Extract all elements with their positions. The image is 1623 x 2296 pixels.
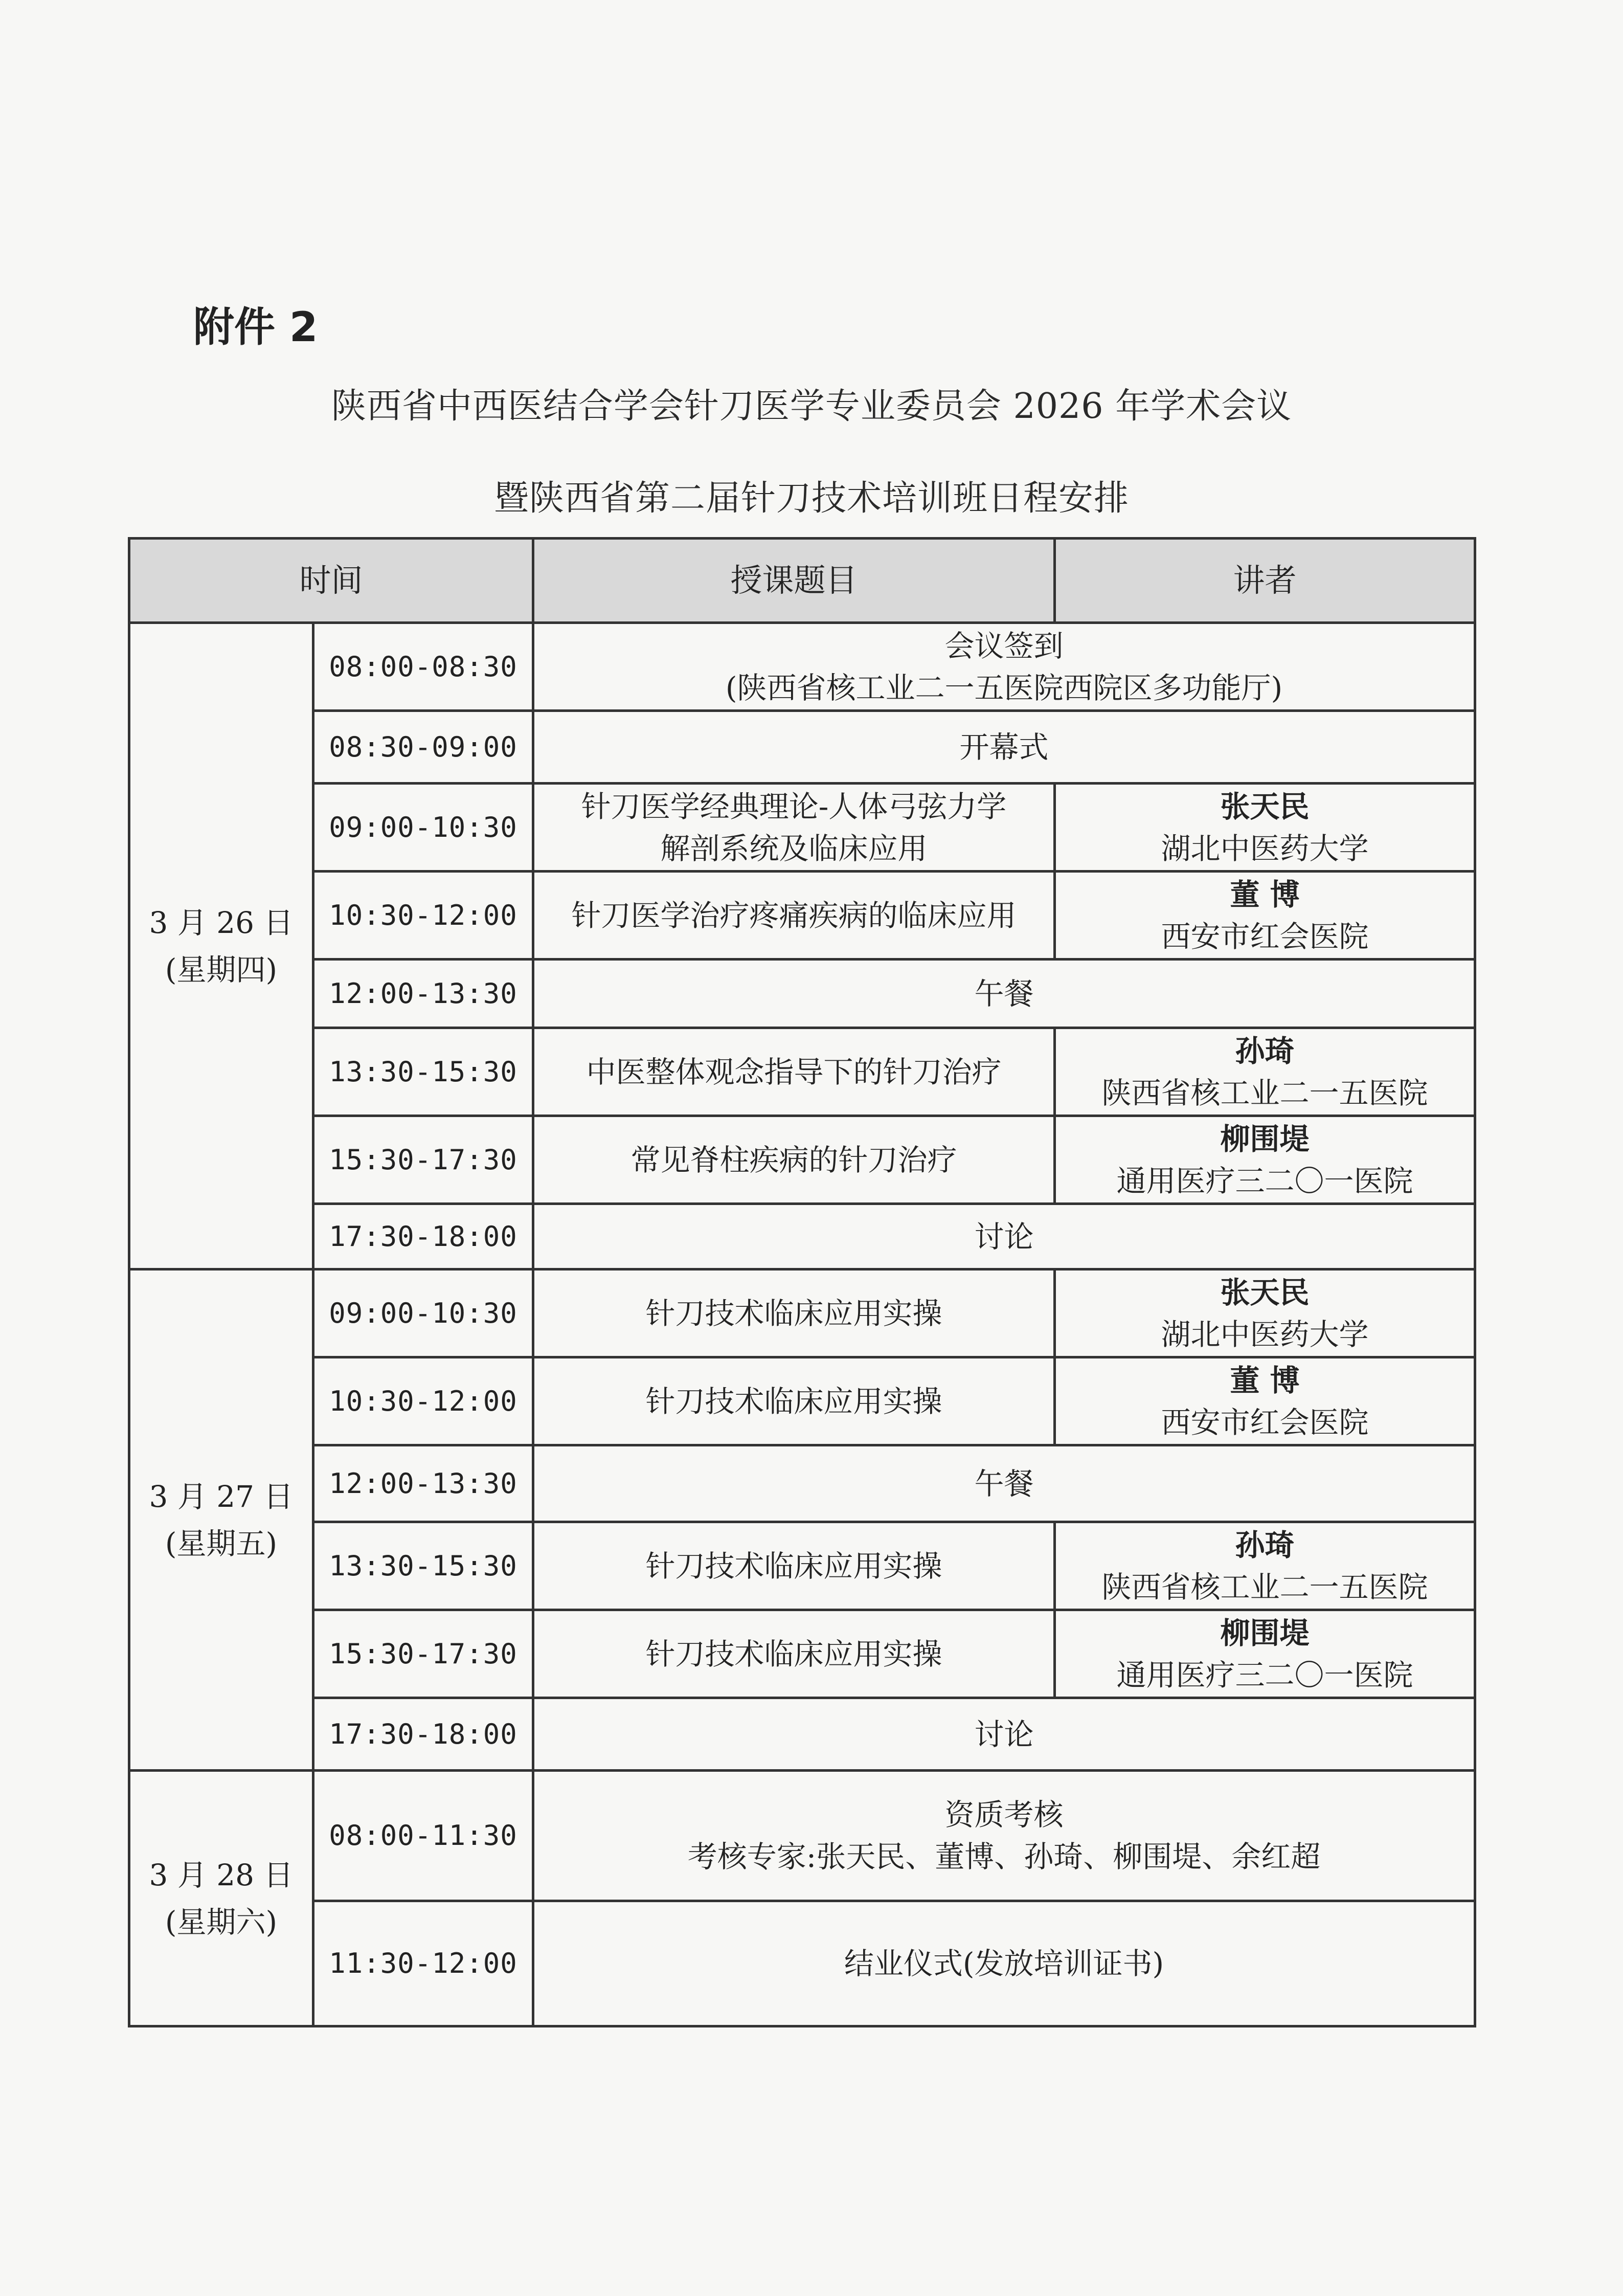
event-text: 讨论 — [974, 1219, 1034, 1254]
merged-event-cell — [533, 623, 1475, 711]
schedule-row — [129, 1901, 1475, 2026]
speaker-cell — [1055, 1357, 1475, 1445]
schedule-row — [129, 1771, 1475, 1901]
topic-text: 中医整体观念指导下的针刀治疗 — [586, 1054, 1002, 1089]
header-time: 时间 — [129, 539, 533, 623]
day-weekday: (星期四) — [165, 952, 278, 987]
topic-cell — [533, 1610, 1055, 1698]
schedule-row — [129, 1445, 1475, 1522]
time-slot: 12:00-13:30 — [313, 1445, 533, 1522]
topic-cell — [533, 1116, 1055, 1204]
table-header-row — [129, 539, 1475, 623]
topic-cell — [533, 1522, 1055, 1610]
schedule-row — [129, 1204, 1475, 1269]
time-slot: 15:30-17:30 — [313, 1116, 533, 1204]
time-slot: 08:00-08:30 — [313, 623, 533, 711]
merged-event-cell — [533, 1901, 1475, 2026]
merged-event-cell — [533, 711, 1475, 784]
event-text: 资质考核 — [944, 1797, 1064, 1832]
speaker-name: 张天民 — [1220, 1275, 1310, 1310]
speaker-cell — [1055, 872, 1475, 960]
speaker-organization: 通用医疗三二〇一医院 — [1116, 1657, 1413, 1692]
schedule-row — [129, 1357, 1475, 1445]
schedule-row — [129, 784, 1475, 872]
event-text: 考核专家:张天民、董博、孙琦、柳围堤、余红超 — [687, 1839, 1321, 1874]
time-slot: 09:00-10:30 — [313, 1269, 533, 1357]
day-date: 3 月 26 日 — [149, 905, 294, 940]
event-text: 午餐 — [974, 976, 1034, 1011]
speaker-cell — [1055, 1522, 1475, 1610]
merged-event-cell — [533, 1698, 1475, 1771]
day-date-cell — [129, 623, 313, 1269]
speaker-name: 董 博 — [1230, 1363, 1300, 1398]
time-slot: 10:30-12:00 — [313, 872, 533, 960]
topic-text: 针刀技术临床应用实操 — [645, 1384, 942, 1419]
event-text: 会议签到 — [944, 628, 1064, 663]
time-slot: 17:30-18:00 — [313, 1698, 533, 1771]
topic-text: 针刀技术临床应用实操 — [645, 1548, 942, 1584]
merged-event-cell — [533, 1445, 1475, 1522]
speaker-organization: 湖北中医药大学 — [1161, 831, 1369, 866]
speaker-name: 孙琦 — [1235, 1033, 1295, 1068]
day-date-cell — [129, 1269, 313, 1771]
time-slot: 08:00-11:30 — [313, 1771, 533, 1901]
day-weekday: (星期五) — [165, 1526, 278, 1561]
day-date: 3 月 28 日 — [149, 1857, 294, 1892]
speaker-organization: 通用医疗三二〇一医院 — [1116, 1163, 1413, 1198]
topic-cell — [533, 784, 1055, 872]
speaker-cell — [1055, 1269, 1475, 1357]
schedule-row — [129, 1522, 1475, 1610]
attachment-label: 附件 2 — [193, 303, 318, 351]
speaker-organization: 西安市红会医院 — [1161, 919, 1369, 954]
speaker-name: 柳围堤 — [1220, 1615, 1310, 1651]
merged-event-cell — [533, 1771, 1475, 1901]
event-text: (陕西省核工业二一五医院西院区多功能厅) — [725, 670, 1283, 705]
header-speaker: 讲者 — [1055, 539, 1475, 623]
schedule-row — [129, 711, 1475, 784]
time-slot: 10:30-12:00 — [313, 1357, 533, 1445]
schedule-row — [129, 1698, 1475, 1771]
topic-cell — [533, 1357, 1055, 1445]
schedule-row — [129, 1610, 1475, 1698]
schedule-row — [129, 1269, 1475, 1357]
speaker-name: 孙琦 — [1235, 1527, 1295, 1563]
speaker-cell — [1055, 1028, 1475, 1116]
topic-text: 针刀医学治疗疼痛疾病的临床应用 — [571, 898, 1017, 933]
document-title-line1: 陕西省中西医结合学会针刀医学专业委员会 2026 年学术会议 — [331, 386, 1292, 427]
schedule-body — [129, 623, 1475, 2026]
day-weekday: (星期六) — [165, 1904, 278, 1940]
speaker-organization: 西安市红会医院 — [1161, 1405, 1369, 1440]
speaker-name: 柳围堤 — [1220, 1121, 1310, 1156]
event-text: 开幕式 — [959, 729, 1049, 765]
day-date: 3 月 27 日 — [149, 1479, 294, 1514]
time-slot: 13:30-15:30 — [313, 1522, 533, 1610]
speaker-cell — [1055, 784, 1475, 872]
document-title-line2: 暨陕西省第二届针刀技术培训班日程安排 — [493, 478, 1129, 519]
event-text: 结业仪式(发放培训证书) — [844, 1946, 1164, 1981]
time-slot: 12:00-13:30 — [313, 960, 533, 1028]
merged-event-cell — [533, 960, 1475, 1028]
schedule-row — [129, 872, 1475, 960]
speaker-cell — [1055, 1610, 1475, 1698]
time-slot: 09:00-10:30 — [313, 784, 533, 872]
topic-text: 针刀技术临床应用实操 — [645, 1636, 942, 1671]
time-slot: 08:30-09:00 — [313, 711, 533, 784]
speaker-organization: 陕西省核工业二一五医院 — [1101, 1569, 1428, 1604]
speaker-name: 张天民 — [1220, 789, 1310, 824]
topic-text: 针刀技术临床应用实操 — [645, 1296, 942, 1331]
day-date-cell — [129, 1771, 313, 2026]
time-slot: 11:30-12:00 — [313, 1901, 533, 2026]
schedule-row — [129, 1028, 1475, 1116]
time-slot: 13:30-15:30 — [313, 1028, 533, 1116]
speaker-cell — [1055, 1116, 1475, 1204]
header-topic: 授课题目 — [533, 539, 1055, 623]
time-slot: 17:30-18:00 — [313, 1204, 533, 1269]
merged-event-cell — [533, 1204, 1475, 1269]
speaker-name: 董 博 — [1230, 877, 1300, 912]
schedule-table — [128, 537, 1476, 2027]
topic-cell — [533, 1269, 1055, 1357]
event-text: 午餐 — [974, 1466, 1034, 1501]
topic-cell — [533, 872, 1055, 960]
topic-text: 针刀医学经典理论-人体弓弦力学 — [581, 789, 1007, 824]
schedule-row — [129, 623, 1475, 711]
topic-cell — [533, 1028, 1055, 1116]
schedule-row — [129, 960, 1475, 1028]
schedule-row — [129, 1116, 1475, 1204]
event-text: 讨论 — [974, 1717, 1034, 1752]
topic-text: 解剖系统及临床应用 — [660, 831, 928, 866]
speaker-organization: 湖北中医药大学 — [1161, 1317, 1369, 1352]
speaker-organization: 陕西省核工业二一五医院 — [1101, 1075, 1428, 1110]
time-slot: 15:30-17:30 — [313, 1610, 533, 1698]
topic-text: 常见脊柱疾病的针刀治疗 — [630, 1142, 957, 1177]
